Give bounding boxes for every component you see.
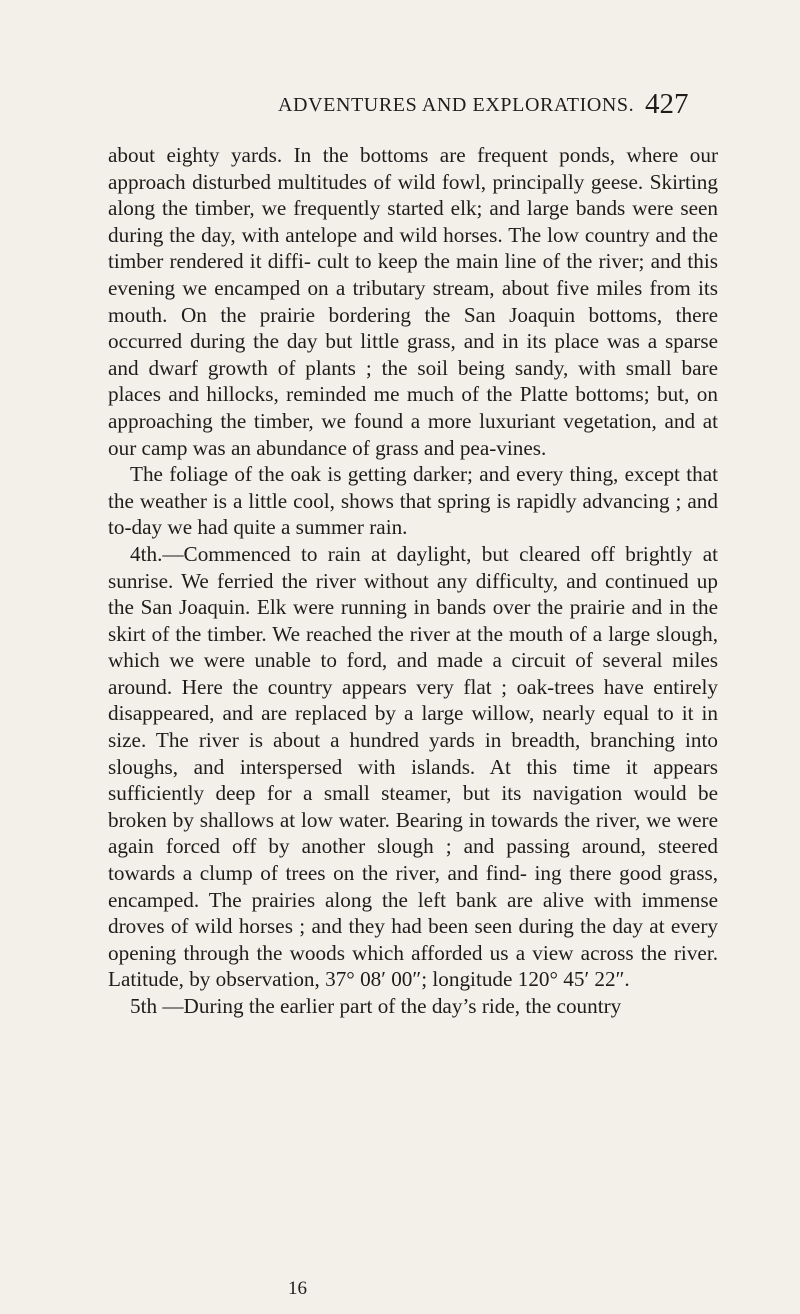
- paragraph: The foliage of the oak is getting darker; and every thing, except that the weather is a little cool, shows that spring is rapidly advancing ; and to-day we had quite a summer rain.: [108, 462, 718, 540]
- running-head: [0, 88, 800, 128]
- paragraph: 4th.—Commenced to rain at daylight, but cleared off brightly at sunrise. We ferried the river without any difficulty, and continued up the San Joaquin. Elk were running in bands over the prairie and in the skirt of the timber. We reached the river at the mouth of a large slough, which we were unable to ford, and made a circuit of several miles around. Here the country appears very flat ; oak-trees have entirely disappeared, and are replaced by a large willow, nearly equal to it in size. The river is about a hundred yards in breadth, branching into sloughs, and interspersed with islands. At this time it appears sufficiently deep for a small steamer, but its navigation would be broken by shallows at low water. Bearing in towards the river, we were again forced off by another slough ; and passing around, steered towards a clump of trees on the river, and find- ing there good grass, encamped. The prairies along the left bank are alive with immense droves of wild horses ; and they had been seen during the day at every opening through the woods which afforded us a view across the river. Latitude, by observation, 37° 08′ 00″; longitude 120° 45′ 22″.: [108, 541, 718, 992]
- body-text: [108, 142, 718, 1020]
- signature-mark: 16: [288, 1278, 307, 1299]
- paragraph: 5th —During the earlier part of the day’s ride, the country: [130, 994, 622, 1018]
- page-number: 427: [645, 88, 689, 120]
- running-title: ADVENTURES AND EXPLORATIONS.: [278, 94, 635, 116]
- paragraph-continuation: about eighty yards. In the bottoms are frequent ponds, where our approach disturbed multitudes of wild fowl, principally geese. Skirting along the timber, we frequently started elk; and large bands were seen during the day, with antelope and wild horses. The low country and the timber rendered it diffi- cult to keep the main line of the river; and this evening we encamped on a tributary stream, about five miles from its mouth. On the prairie bordering the San Joaquin bottoms, there occurred during the day but little grass, and in its place was a sparse and dwarf growth of plants ; the soil being sandy, with small bare places and hillocks, reminded me much of the Platte bottoms; but, on approaching the timber, we found a more luxuriant vegetation, and at our camp was an abundance of grass and pea-vines.: [108, 143, 718, 460]
